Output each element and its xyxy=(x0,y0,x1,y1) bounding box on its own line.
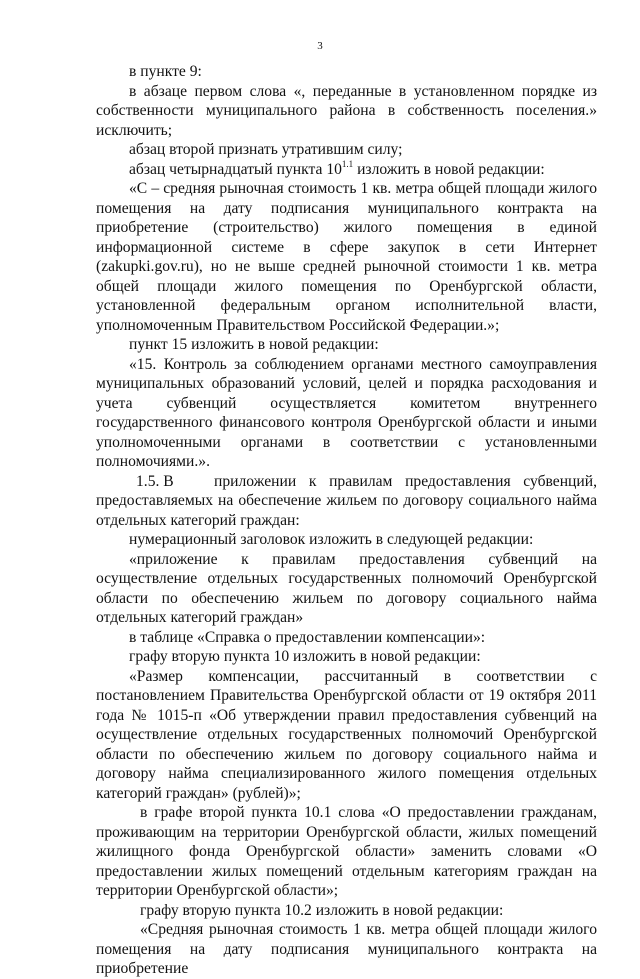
paragraph: «Средняя рыночная стоимость 1 кв. метра общей площади жилого помещения на дату подписания муниципального контракта на приобретение xyxy=(96,921,597,977)
paragraph: в таблице «Справка о предоставлении компенсации»: xyxy=(129,628,486,646)
paragraph: «приложение к правилам предоставления субвенций на осуществление отдельных государственных полномочий Оренбургской области по обеспечению жильем по договору социального найма отдельных категорий граждан» xyxy=(96,550,597,626)
paragraph: в графе второй пункта 10.1 слова «О предоставлении гражданам, проживающим на территории Оренбургской области, жилых помещений жилищного фонда Оренбургской области» заменить словами «О предоставлении жилых помещений отдельным категориям граждан на территории Оренбургской области»; xyxy=(96,804,597,899)
paragraph: «С – средняя рыночная стоимость 1 кв. метра общей площади жилого помещения на дату подписания муниципального контракта на приобретение (строительство) жилого помещения в единой информационной системе в сфере закупок в сети Интернет (zakupki.gov.ru), но не выше средней рыночной стоимости 1 кв. метра общей площади жилого помещения по Оренбургской области, установленной федеральным органом исполнительной власти, уполномоченным Правительством Российской Федерации.»; xyxy=(96,180,597,334)
paragraph-text: абзац четырнадцатый пункта 10 xyxy=(129,160,342,178)
paragraph: графу вторую пункта 10.2 изложить в новой редакции: xyxy=(140,901,504,919)
page-number: 3 xyxy=(317,40,323,52)
paragraph: в пункте 9: xyxy=(129,63,202,80)
paragraph: абзац второй признать утратившим силу; xyxy=(129,141,403,158)
document-body xyxy=(96,62,597,979)
paragraph-text: изложить в новой редакции: xyxy=(353,160,545,178)
superscript: 1.1 xyxy=(341,158,354,169)
paragraph: графу вторую пункта 10 изложить в новой редакции: xyxy=(129,648,481,665)
paragraph: пункт 15 изложить в новой редакции: xyxy=(129,336,379,353)
paragraph: в абзаце первом слова «, переданные в установленном порядке из собственности муниципального района в собственность поселения.» исключить; xyxy=(96,82,597,139)
paragraph xyxy=(96,160,597,180)
section-number: 1.5. В xyxy=(136,472,174,490)
paragraph: «15. Контроль за соблюдением органами местного самоуправления муниципальных образований условий, целей и порядка расходования и учета субвенций осуществляется комитетом внутреннего государственного финансового контроля Оренбургской области и иными уполномоченными органами в соответствии с установленными полномочиями.». xyxy=(96,355,597,470)
paragraph xyxy=(96,472,597,531)
paragraph: «Размер компенсации, рассчитанный в соответствии с постановлением Правительства Оренбургской области от 19 октября 2011 года № 1015-п «Об утверждении правил предоставления субвенций на осуществление отдельных государственных полномочий Оренбургской области по обеспечению жильем по договору социального найма и договору найма специализированного жилого помещения отдельных категорий граждан» (рублей)»; xyxy=(96,667,597,802)
paragraph: нумерационный заголовок изложить в следующей редакции: xyxy=(129,531,534,548)
paragraph-text: приложении к правилам предоставления субвенций, предоставляемых на обеспечение жильем по договору социального найма отдельных категорий граждан: xyxy=(96,472,597,529)
